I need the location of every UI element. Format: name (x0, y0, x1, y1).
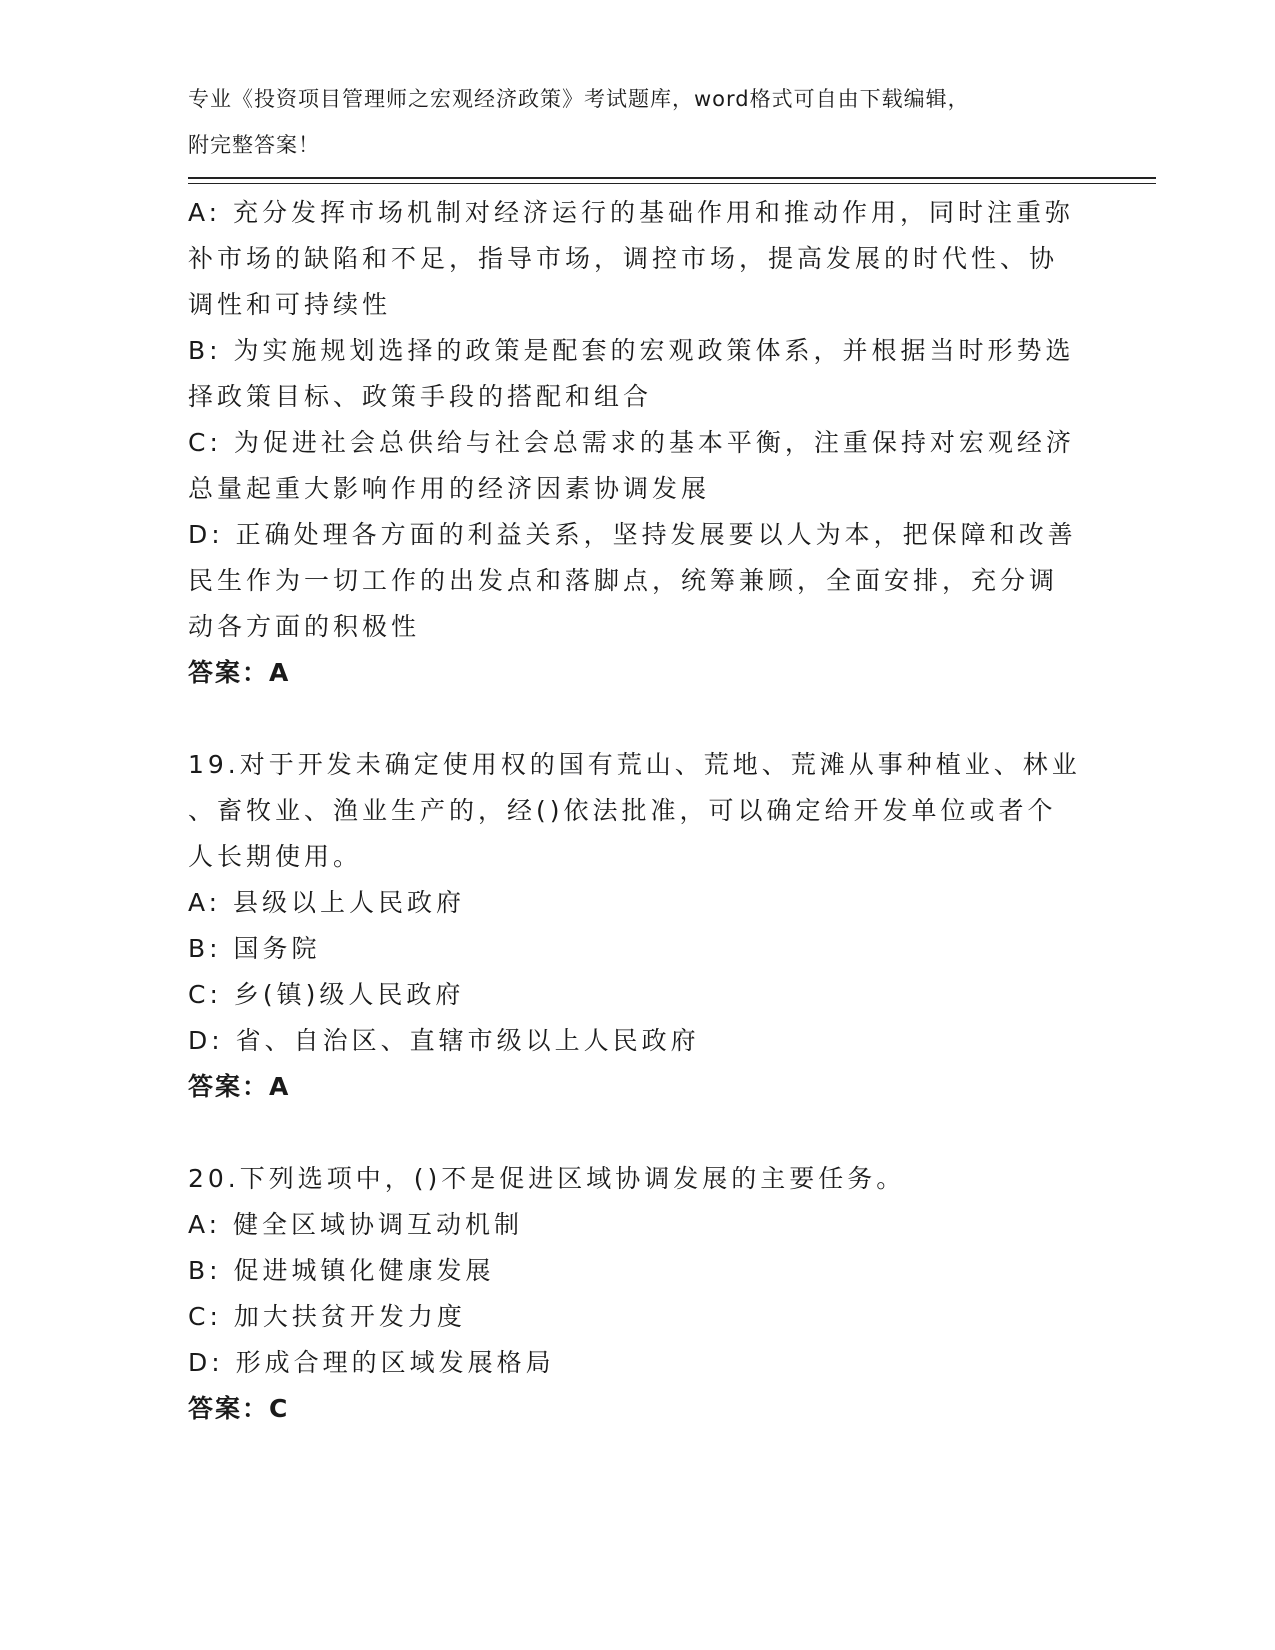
option-text-line: 动各方面的积极性 (188, 612, 421, 641)
option-text-line: D: 正确处理各方面的利益关系，坚持发展要以人为本，把保障和改善 (188, 520, 1077, 549)
answer-label: 答案：A (188, 658, 291, 687)
answer-label: 答案：A (188, 1072, 291, 1101)
option-d: D: 形成合理的区域发展格局 (188, 1348, 555, 1377)
option-a: A: 健全区域协调互动机制 (188, 1210, 524, 1239)
question-stem: 20.下列选项中，()不是促进区域协调发展的主要任务。 (188, 1164, 906, 1193)
option-text-line: A: 充分发挥市场机制对经济运行的基础作用和推动作用，同时注重弥 (188, 198, 1075, 227)
document-header (188, 76, 1048, 168)
option-text-line: 民生作为一切工作的出发点和落脚点，统筹兼顾，全面安排，充分调 (188, 566, 1059, 595)
document-body (188, 190, 1088, 1432)
stem-line: 、畜牧业、渔业生产的，经()依法批准，可以确定给开发单位或者个 (188, 796, 1057, 825)
option-text-line: 总量起重大影响作用的经济因素协调发展 (188, 474, 711, 503)
option-a (188, 190, 1088, 328)
option-c (188, 420, 1088, 512)
header-divider-thick (188, 177, 1156, 179)
previous-question (188, 190, 1088, 696)
option-d (188, 512, 1088, 650)
option-text-line: 补市场的缺陷和不足，指导市场，调控市场，提高发展的时代性、协 (188, 244, 1059, 273)
option-text-line: B: 为实施规划选择的政策是配套的宏观政策体系，并根据当时形势选 (188, 336, 1075, 365)
option-c: C: 加大扶贫开发力度 (188, 1302, 466, 1331)
option-a: A: 县级以上人民政府 (188, 888, 466, 917)
option-c: C: 乡(镇)级人民政府 (188, 980, 465, 1009)
option-b: B: 国务院 (188, 934, 321, 963)
question-stem (188, 742, 1088, 880)
question-20 (188, 1156, 1088, 1432)
answer-label: 答案：C (188, 1394, 290, 1423)
header-divider-thin (188, 183, 1156, 184)
stem-line: 人长期使用。 (188, 842, 363, 871)
stem-line: 19.对于开发未确定使用权的国有荒山、荒地、荒滩从事种植业、林业 (188, 750, 1081, 779)
option-b (188, 328, 1088, 420)
option-text-line: 调性和可持续性 (188, 290, 392, 319)
question-19 (188, 742, 1088, 1110)
option-text-line: 择政策目标、政策手段的搭配和组合 (188, 382, 653, 411)
question-spacer (188, 696, 1088, 742)
option-d: D: 省、自治区、直辖市级以上人民政府 (188, 1026, 700, 1055)
option-text-line: C: 为促进社会总供给与社会总需求的基本平衡，注重保持对宏观经济 (188, 428, 1075, 457)
header-line-1: 专业《投资项目管理师之宏观经济政策》考试题库，word格式可自由下载编辑， (188, 87, 970, 111)
question-spacer (188, 1110, 1088, 1156)
header-line-2: 附完整答案！ (188, 133, 320, 157)
option-b: B: 促进城镇化健康发展 (188, 1256, 495, 1285)
